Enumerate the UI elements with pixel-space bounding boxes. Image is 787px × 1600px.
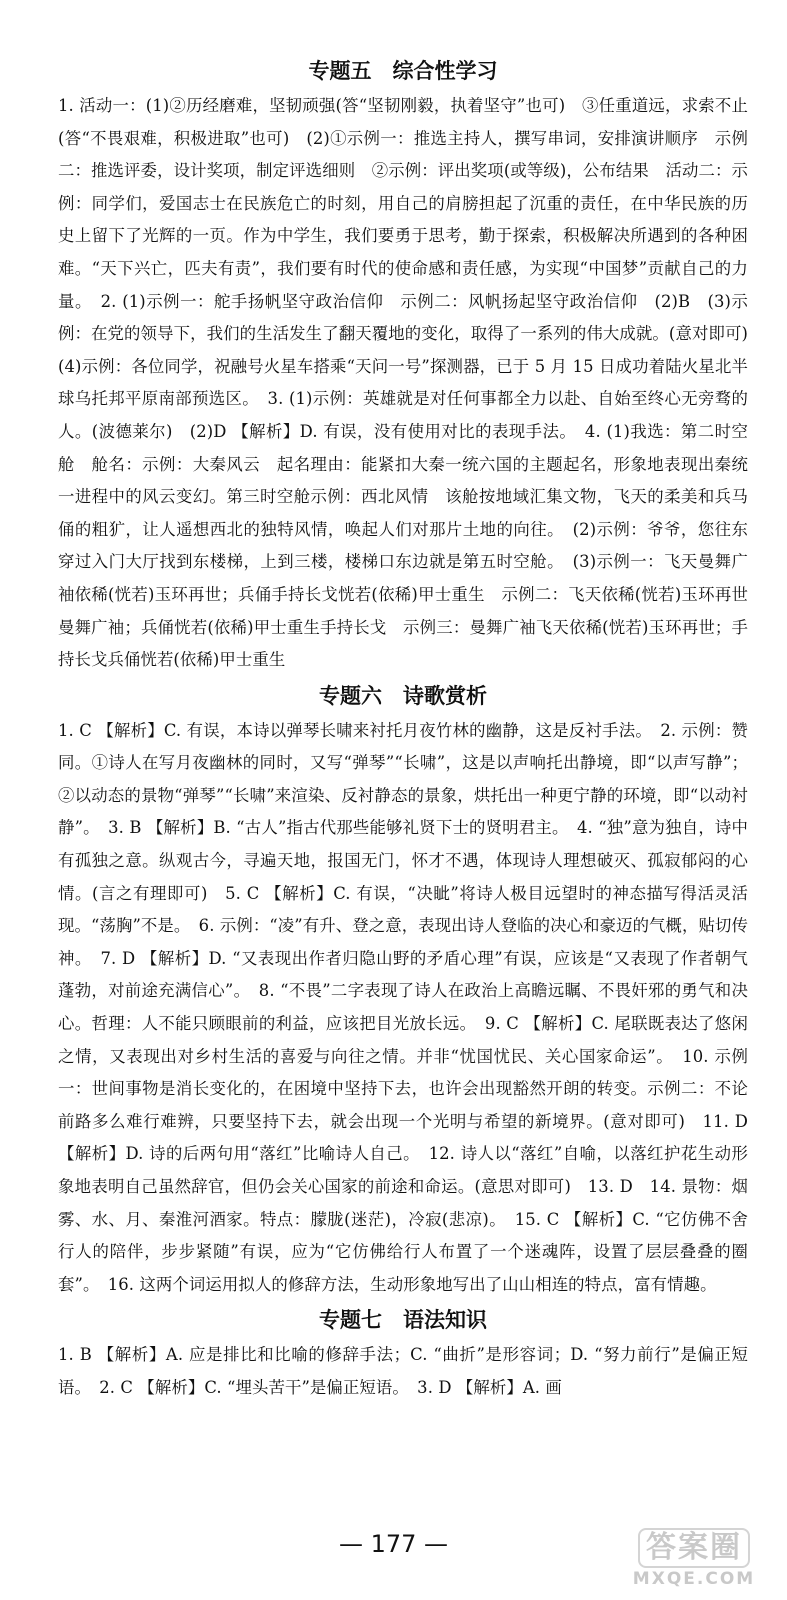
watermark-logo: [619, 1528, 769, 1596]
section-body-7: 1. B 【解析】A. 应是排比和比喻的修辞手法；C. “曲折”是形容词；D. “努力前行”是偏正短语。 2. C 【解析】C. “埋头苦干”是偏正短语。 3. D 【解析】A. 画: [58, 1345, 748, 1397]
answer-page: [58, 52, 765, 1405]
section-title-7: 专题七 语法知识: [319, 1308, 487, 1333]
watermark-top-text: 答案圈: [638, 1528, 750, 1568]
section-title-5: 专题五 综合性学习: [308, 59, 498, 83]
section-body-6: 1. C 【解析】C. 有误，本诗以弹琴长啸来衬托月夜竹林的幽静，这是反衬手法。 2. 示例：赞同。①诗人在写月夜幽林的同时，又写“弹琴”“长啸”，这是以声响托出静境，即“以声写静”；②以动态的景物“弹琴”“长啸”来渲染、反衬静态的景象，烘托出一种更宁静的环境，即“以动衬静”。 3. B 【解析】B. “古人”指古代那些能够礼贤下士的贤明君主。 4. “独”意为独自，诗中有孤独之意。纵观古今，寻遍天地，报国无门，怀才不遇，体现诗人理想破灭、孤寂郁闷的心情。(言之有理即可) 5. C 【解析】C. 有误，“决眦”将诗人极目远望时的神态描写得活灵活现。“荡胸”不是。 6. 示例：“凌”有升、登之意，表现出诗人登临的决心和豪迈的气概，贴切传神。 7. D 【解析】D. “又表现出作者归隐山野的矛盾心理”有误，应该是“又表现了作者朝气蓬勃，对前途充满信心”。 8. “不畏”二字表现了诗人在政治上高瞻远瞩、不畏奸邪的勇气和决心。哲理：人不能只顾眼前的利益，应该把目光放长远。 9. C 【解析】C. 尾联既表达了悠闲之情，又表现出对乡村生活的喜爱与向往之情。并非“忧国忧民、关心国家命运”。 10. 示例一：世间事物是消长变化的，在困境中坚持下去，也许会出现豁然开朗的转变。示例二：不论前路多么难行难辨，只要坚持下去，就会出现一个光明与希望的新境界。(意对即可) 11. D 【解析】D. 诗的后两句用“落红”比喻诗人自己。 12. 诗人以“落红”自喻，以落红护花生动形象地表明自己虽然辞官，但仍会关心国家的前途和命运。(意思对即可) 13. D 14. 景物：烟雾、水、月、秦淮河酒家。特点：朦胧(迷茫)，冷寂(悲凉)。 15. C 【解析】C. “它仿佛不舍行人的陪伴，步步紧随”有误，应为“它仿佛给行人布置了一个迷魂阵，设置了层层叠叠的圈套”。 16. 这两个词运用拟人的修辞方法，生动形象地写出了山山相连的特点，富有情趣。: [58, 720, 748, 1294]
watermark-bottom-text: MXQE.COM: [632, 1569, 756, 1589]
section-body-5: 1. 活动一：(1)②历经磨难，坚韧顽强(答“坚韧刚毅，执着坚守”也可) ③任重道远，求索不止(答“不畏艰难，积极进取”也可) (2)①示例一：推选主持人，撰写串词，安排演讲顺序 示例二：推选评委，设计奖项，制定评选细则 ②示例：评出奖项(或等级)，公布结果 活动二：示例：同学们，爱国志士在民族危亡的时刻，用自己的肩膀担起了沉重的责任，在中华民族的历史上留下了光辉的一页。作为中学生，我们要勇于思考，勤于探索，积极解决所遇到的各种困难。“天下兴亡，匹夫有责”，我们要有时代的使命感和责任感，为实现“中国梦”贡献自己的力量。 2. (1)示例一：舵手扬帆坚守政治信仰 示例二：风帆扬起坚守政治信仰 (2)B (3)示例：在党的领导下，我们的生活发生了翻天覆地的变化，取得了一系列的伟大成就。(意对即可) (4)示例：各位同学，祝融号火星车搭乘“天问一号”探测器，已于 5 月 15 日成功着陆火星北半球乌托邦平原南部预选区。 3. (1)示例：英雄就是对任何事都全力以赴、自始至终心无旁骛的人。(波德莱尔) (2)D 【解析】D. 有误，没有使用对比的表现手法。 4. (1)我选：第二时空舱 舱名：示例：大秦风云 起名理由：能紧扣大秦一统六国的主题起名，形象地表现出秦统一进程中的风云变幻。第三时空舱示例：西北风情 该舱按地域汇集文物，飞天的柔美和兵马俑的粗犷，让人遥想西北的独特风情，唤起人们对那片土地的向往。 (2)示例：爷爷，您往东穿过入门大厅找到东楼梯，上到三楼，楼梯口东边就是第五时空舱。 (3)示例一：飞天曼舞广袖依稀(恍若)玉环再世；兵俑手持长戈恍若(依稀)甲士重生 示例二：飞天依稀(恍若)玉环再世曼舞广袖；兵俑恍若(依稀)甲士重生手持长戈 示例三：曼舞广袖飞天依稀(恍若)玉环再世；手持长戈兵俑恍若(依稀)甲士重生: [58, 96, 765, 670]
page-number: — 177 —: [338, 1530, 449, 1558]
section-title-6: 专题六 诗歌赏析: [319, 683, 487, 708]
